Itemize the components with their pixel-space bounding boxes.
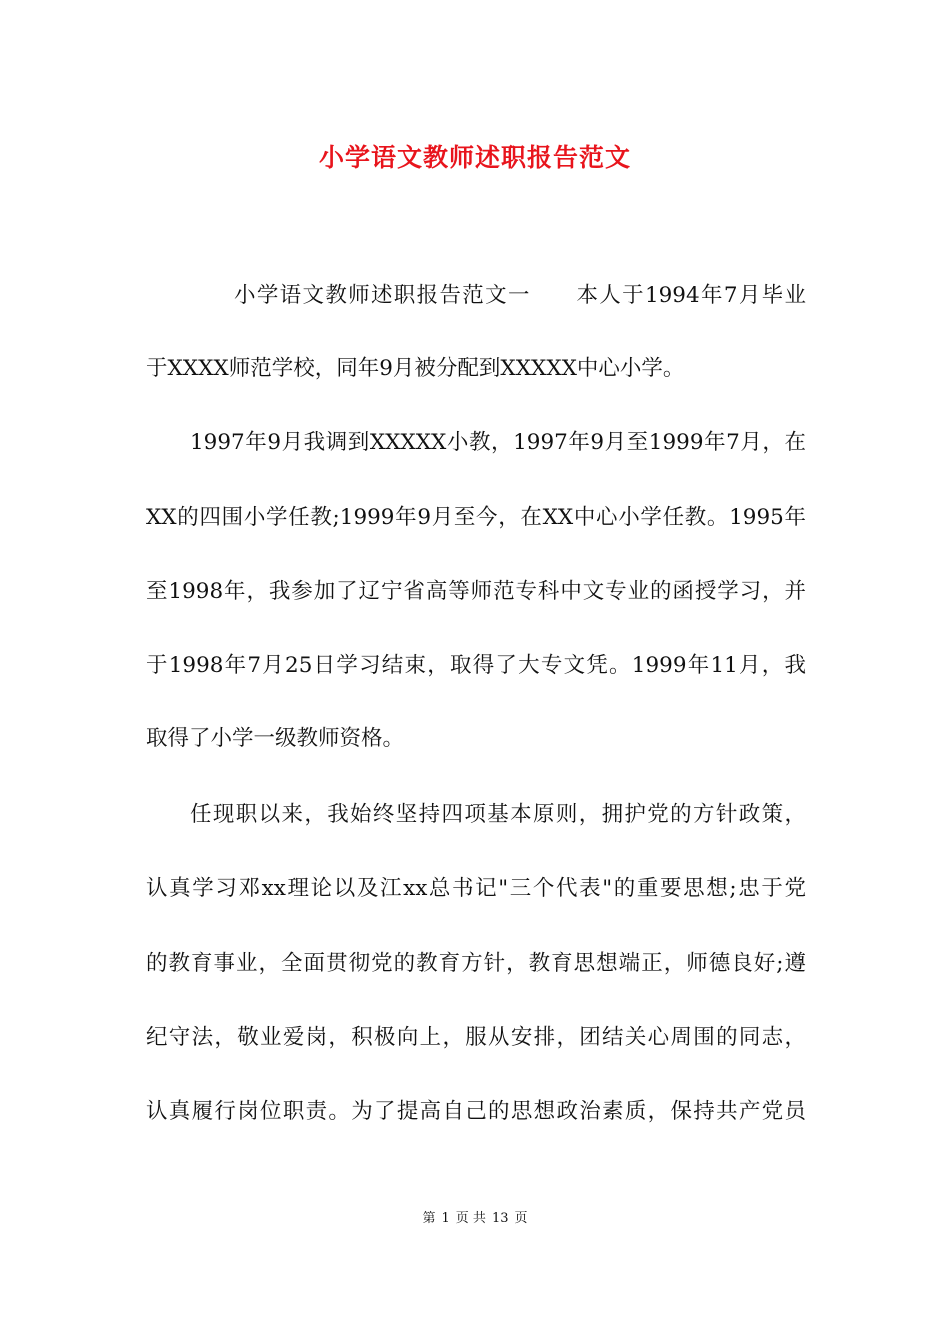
paragraph-line-10: 的教育事业，全面贯彻党的教育方针，教育思想端正，师德良好;遵	[146, 951, 806, 976]
paragraph-line-11: 纪守法，敬业爱岗，积极向上，服从安排，团结关心周围的同志，	[146, 1025, 806, 1050]
paragraph-line-5: 至1998年，我参加了辽宁省高等师范专科中文专业的函授学习，并	[146, 579, 806, 604]
footer-middle: 页 共	[455, 1211, 486, 1226]
paragraph-line-6: 于1998年7月25日学习结束，取得了大专文凭。1999年11月，我	[146, 653, 806, 678]
paragraph-line-1: 小学语文教师述职报告范文一 本人于1994年7月毕业	[234, 283, 806, 308]
footer-suffix: 页	[514, 1211, 528, 1226]
footer-current-page: 1	[441, 1211, 450, 1226]
footer-prefix: 第	[422, 1211, 436, 1226]
paragraph-line-2: 于XXXX师范学校，同年9月被分配到XXXXX中心小学。	[146, 356, 685, 381]
paragraph-line-3: 1997年9月我调到XXXXX小教，1997年9月至1999年7月，在	[190, 430, 806, 455]
footer-total-pages: 13	[491, 1211, 509, 1226]
paragraph-line-9: 认真学习邓xx理论以及江xx总书记"三个代表"的重要思想;忠于党	[146, 876, 806, 901]
paragraph-line-8: 任现职以来，我始终坚持四项基本原则，拥护党的方针政策，	[190, 802, 806, 827]
paragraph-line-4: XX的四围小学任教;1999年9月至今，在XX中心小学任教。1995年	[146, 505, 806, 530]
paragraph-line-7: 取得了小学一级教师资格。	[146, 726, 405, 751]
paragraph-line-12: 认真履行岗位职责。为了提高自己的思想政治素质，保持共产党员	[146, 1099, 806, 1124]
document-title: 小学语文教师述职报告范文	[318, 143, 631, 172]
page-footer	[0, 1207, 950, 1226]
